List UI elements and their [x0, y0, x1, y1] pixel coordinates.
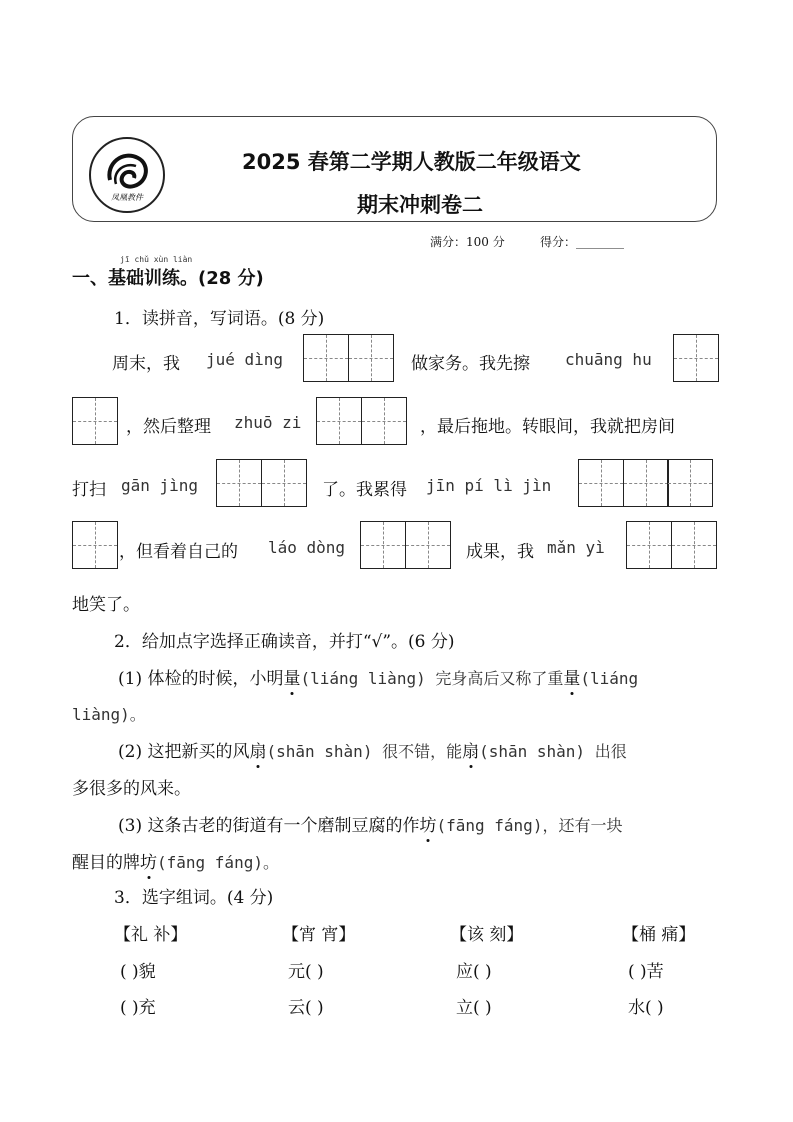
answer-boxes[interactable] — [72, 521, 118, 569]
q1-text: 打扫 — [72, 480, 106, 500]
q2-sentence-3: (3) 这条古老的街道有一个磨制豆腐的作坊(fāng fáng)，还有一块 — [118, 811, 622, 836]
q1-text: 做家务。我先擦 — [411, 354, 530, 374]
pinyin: mǎn yì — [547, 538, 605, 557]
full-score: 满分：100 分 — [430, 235, 505, 249]
pinyin: jué dìng — [206, 350, 284, 369]
q3-group-head: 【该 刻】 — [450, 925, 524, 945]
writing-cell[interactable] — [316, 397, 362, 445]
writing-cell[interactable] — [361, 397, 407, 445]
q2-sentence-3-cont: 醒目的牌坊(fāng fáng)。 — [72, 848, 279, 873]
answer-boxes[interactable] — [673, 334, 719, 382]
q3-blank[interactable]: 立( ) — [456, 998, 492, 1018]
writing-cell[interactable] — [303, 334, 349, 382]
q1-text: ，但看着自己的 — [119, 542, 238, 562]
q2-sentence-1: (1) 体检的时候，小明量(liáng liàng) 完身高后又称了重量(liáng — [118, 664, 638, 689]
pinyin: láo dòng — [268, 538, 346, 557]
section-ruby: jī chǔ xùn liàn — [120, 255, 193, 264]
answer-boxes[interactable] — [360, 521, 451, 569]
writing-cell[interactable] — [671, 521, 717, 569]
answer-boxes[interactable] — [216, 459, 307, 507]
q3-group-head: 【桶 痛】 — [622, 925, 696, 945]
writing-cell[interactable] — [72, 521, 118, 569]
phoenix-logo — [88, 136, 166, 214]
q3-blank[interactable]: ( )充 — [120, 998, 156, 1018]
answer-boxes[interactable] — [578, 459, 713, 507]
writing-cell[interactable] — [623, 459, 669, 507]
writing-cell[interactable] — [405, 521, 451, 569]
answer-boxes[interactable] — [316, 397, 407, 445]
writing-cell[interactable] — [667, 459, 713, 507]
q3-group-head: 【宵 宵】 — [282, 925, 356, 945]
answer-boxes[interactable] — [72, 397, 118, 445]
answer-boxes[interactable] — [626, 521, 717, 569]
writing-cell[interactable] — [360, 521, 406, 569]
q1-text: 了。我累得 — [322, 480, 407, 500]
pinyin: gān jìng — [121, 476, 199, 495]
pinyin: jīn pí lì jìn — [426, 476, 552, 495]
q1-title: 1．读拼音，写词语。(8 分) — [114, 309, 325, 329]
page-title: 2025 春第二学期人教版二年级语文 — [242, 150, 581, 174]
pinyin: chuāng hu — [565, 350, 652, 369]
q1-text: ，最后拖地。转眼间，我就把房间 — [420, 417, 675, 437]
q2-sentence-2: (2) 这把新买的风扇(shān shàn) 很不错，能扇(shān shàn) 出很 — [118, 737, 627, 762]
q1-text: 周末，我 — [112, 354, 180, 374]
score-field[interactable]: 得分：________ — [540, 235, 625, 249]
writing-cell[interactable] — [673, 334, 719, 382]
q1-text: 成果，我 — [466, 542, 534, 562]
q2-title: 2．给加点字选择正确读音，并打“√”。(6 分) — [114, 632, 455, 652]
q3-group-head: 【礼 补】 — [114, 925, 188, 945]
answer-boxes[interactable] — [303, 334, 394, 382]
q3-blank[interactable]: 云( ) — [288, 998, 324, 1018]
q3-blank[interactable]: ( )苦 — [628, 962, 664, 982]
writing-cell[interactable] — [348, 334, 394, 382]
page-subtitle: 期末冲刺卷二 — [357, 193, 483, 217]
writing-cell[interactable] — [72, 397, 118, 445]
pinyin: zhuō zi — [234, 413, 302, 432]
q3-blank[interactable]: 元( ) — [288, 962, 324, 982]
q3-title: 3．选字组词。(4 分) — [114, 888, 274, 908]
q2-sentence-1-cont: liàng)。 — [72, 705, 146, 724]
writing-cell[interactable] — [261, 459, 307, 507]
writing-cell[interactable] — [578, 459, 624, 507]
writing-cell[interactable] — [216, 459, 262, 507]
q3-blank[interactable]: 应( ) — [456, 962, 492, 982]
q3-blank[interactable]: ( )貌 — [120, 962, 156, 982]
q3-blank[interactable]: 水( ) — [628, 998, 664, 1018]
section-title: 一、基础训练。(28 分) — [72, 268, 264, 289]
writing-cell[interactable] — [626, 521, 672, 569]
q1-text: 地笑了。 — [72, 595, 140, 615]
logo-text: 凤凰教件 — [111, 193, 143, 202]
q1-text: ，然后整理 — [126, 417, 211, 437]
q2-sentence-2-cont: 多很多的风来。 — [72, 779, 191, 799]
